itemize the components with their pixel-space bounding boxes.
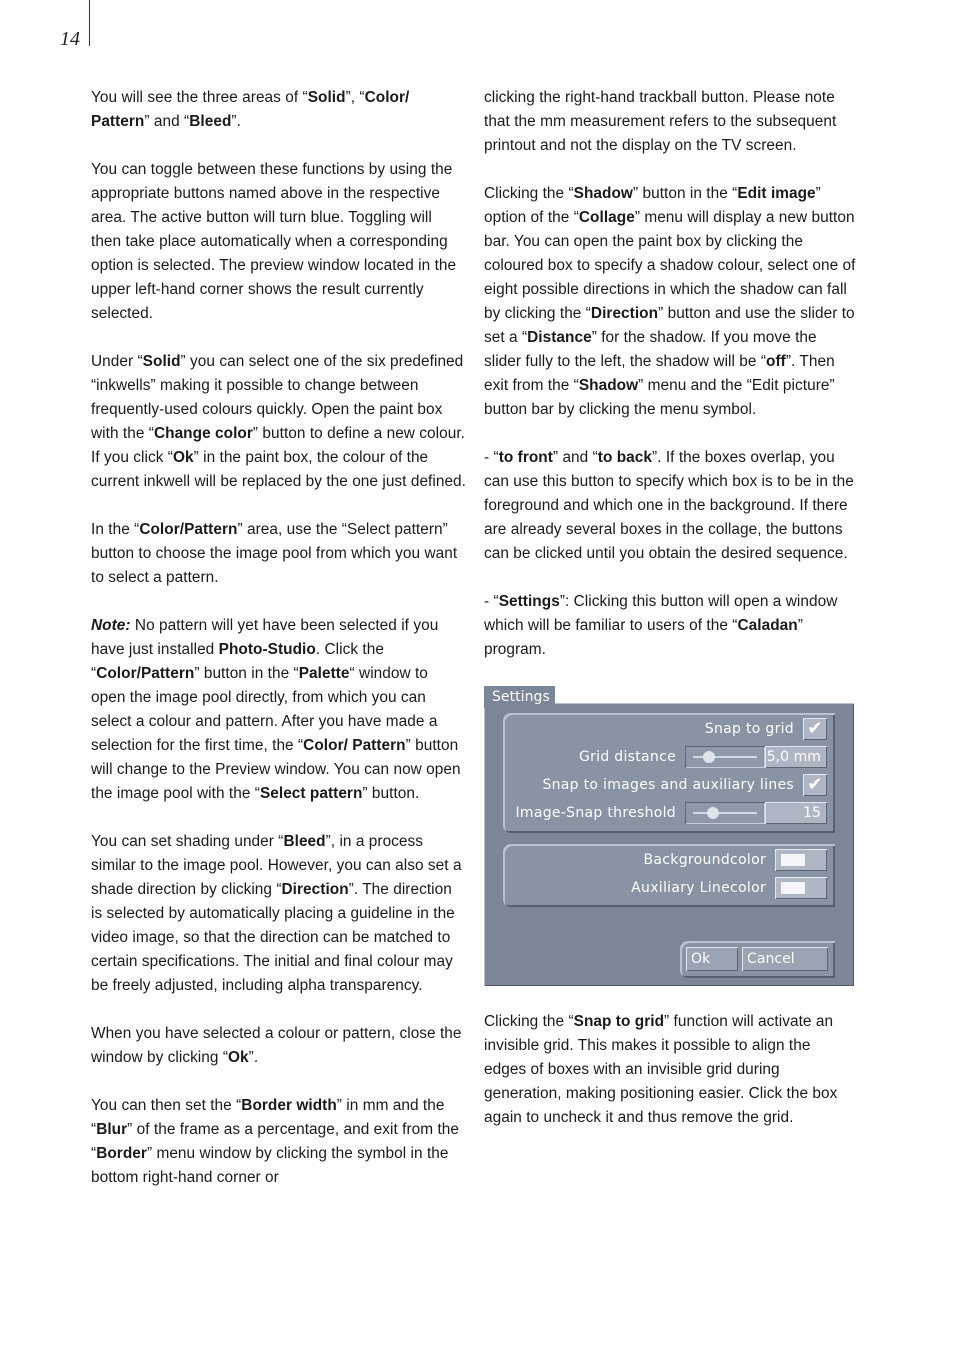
background-color-row [644,848,828,872]
paragraph: - “Settings”: Clicking this button will open a window which will be familiar to users of the “Caladan” program. [484,593,838,658]
color-settings-group [503,844,835,907]
page-number: 14 [60,28,80,50]
background-color-swatch[interactable] [775,849,827,871]
grid-settings-group [503,713,835,833]
grid-distance-label: Grid distance [578,749,676,765]
snap-images-checkbox[interactable] [803,774,827,796]
aux-line-color-row [631,876,827,900]
left-column [91,86,466,1190]
paragraph: When you have selected a colour or pattern, close the window by clicking “Ok”. [91,1025,462,1066]
paragraph: You can then set the “Border width” in mm and the “Blur” of the frame as a percentage, and exit from the “Border” menu window by clicking the symbol in the bottom right-hand corner or [91,1097,459,1186]
paragraph: You will see the three areas of “Solid”, “Color/ Pattern” and “Bleed”. [91,89,410,130]
paragraph: In the “Color/Pattern” area, use the “Select pattern” button to choose the image pool from which you want to select a pattern. [91,521,458,586]
paragraph: Clicking the “Snap to grid” function will activate an invisible grid. This makes it possible to align the edges of boxes with an invisible grid during generation, making positioning easier. Click the box again to uncheck it and thus remove the grid. [484,1013,838,1126]
slider-knob-icon[interactable] [707,807,719,819]
grid-distance-slider[interactable] [685,746,765,768]
snap-to-grid-checkbox[interactable] [803,718,827,740]
snap-to-grid-row [705,717,827,741]
paragraph: Under “Solid” you can select one of the six predefined “inkwells” making it possible to change between frequently-used colours quickly. Open the paint box with the “Change color” button to define a new colour. If you click “Ok” in the paint box, the colour of the current inkwell will be replaced by the one just defined. [91,353,466,490]
check-icon: ✔ [807,774,823,795]
dialog-button-group [680,941,835,978]
paragraph: - “to front” and “to back”. If the boxes overlap, you can use this button to specify which box is to be in the foreground and which one in the background. If there are already several boxes in the collage, the buttons can be clicked until you obtain the desired sequence. [484,449,854,562]
image-snap-value: 15 [765,802,827,824]
snap-images-row [542,773,827,797]
ok-button[interactable]: Ok [686,947,738,971]
background-color-label: Backgroundcolor [643,852,766,868]
settings-dialog [484,686,854,986]
aux-line-color-label: Auxiliary Linecolor [631,880,766,896]
dialog-body [484,703,854,986]
cancel-button[interactable]: Cancel [742,947,828,971]
paragraph: You can set shading under “Bleed”, in a process similar to the image pool. However, you can also set a shade direction by clicking “Direction”. The direction is selected by automatically placing a guideline in the video image, so that the direction can be matched to certain specifications. The initial and final colour may be freely adjusted, including alpha transparency. [91,833,462,994]
paragraph: Note: No pattern will yet have been selected if you have just installed Photo-Studio. Click the “Color/Pattern” button in the “Palette“ window to open the image pool directly, from which you can select a colour and pattern. After you have made a selection for the first time, the “Color/ Pattern” button will change to the Preview window. You can now open the image pool with the “Select pattern” button. [91,617,461,802]
paragraph: Clicking the “Shadow” button in the “Edit image” option of the “Collage” menu will display a new button bar. You can open the paint box by clicking the coloured box to specify a shadow colour, select one of eight possible directions in which the shadow can fall by clicking the “Direction” button and use the slider to set a “Distance” for the shadow. If you move the slider fully to the left, the shadow will be “off”. Then exit from the “Shadow” menu and the “Edit picture” button bar by clicking the menu symbol. [484,185,856,418]
paragraph: clicking the right-hand trackball button. Please note that the mm measurement refers to the subsequent printout and not the display on the TV screen. [484,89,837,154]
paragraph: You can toggle between these functions by using the appropriate buttons named above in the respective area. The active button will turn blue. Toggling will then take place automatically when a corresponding option is selected. The preview window located in the upper left-hand corner shows the result currently selected. [91,161,457,322]
image-snap-row [515,801,827,825]
grid-distance-row [579,745,827,769]
image-snap-slider[interactable] [685,802,765,824]
snap-to-grid-label: Snap to grid [704,721,794,737]
slider-knob-icon[interactable] [703,751,715,763]
right-column [484,86,856,1130]
image-snap-label: Image-Snap threshold [515,805,676,821]
aux-line-color-swatch[interactable] [775,877,827,899]
check-icon: ✔ [807,718,823,739]
dialog-title-tab: Settings [484,686,555,708]
header-rule [89,0,90,46]
snap-images-label: Snap to images and auxiliary lines [542,777,794,793]
grid-distance-value: 5,0 mm [765,746,827,768]
